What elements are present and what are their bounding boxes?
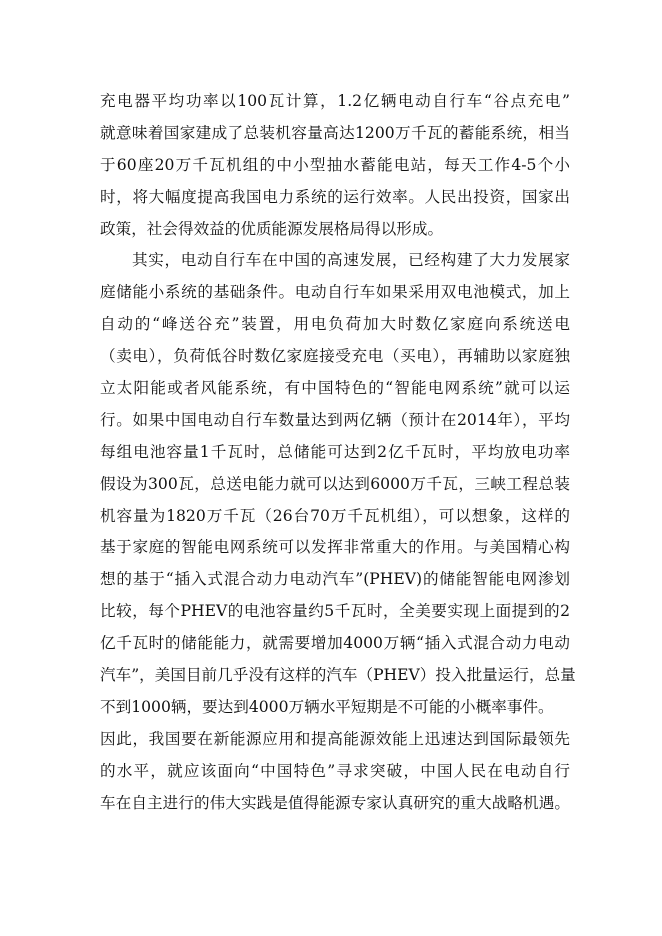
text-line: 每组电池容量1千瓦时，总储能可达到2亿千瓦时，平均放电功率 [100,442,570,461]
paragraph-first-line: 其实，电动自行车在中国的高速发展，已经构建了大力发展家 [132,251,570,270]
text-line: 于60座20万千瓦机组的中小型抽水蓄能电站，每天工作4-5个小 [100,155,570,174]
text-line: 充电器平均功率以100瓦计算，1.2亿辆电动自行车“谷点充电” [100,92,570,110]
text-line: 自动的“峰送谷充”装置，用电负荷加大时数亿家庭向系统送电 [100,315,570,334]
text-line: 假设为300瓦，总送电能力就可以达到6000万千瓦，三峡工程总装 [100,474,570,493]
text-line: （卖电），负荷低谷时数亿家庭接受充电（买电），再辅助以家庭独 [100,347,570,366]
text-line: 政策，社会得效益的优质能源发展格局得以形成。 [100,219,444,238]
text-line: 车在自主进行的伟大实践是值得能源专家认真研究的重大战略机遇。 [100,793,570,812]
text-line: 就意味着国家建成了总装机容量高达1200万千瓦的蓄能系统，相当 [100,123,570,142]
text-line: 庭储能小系统的基础条件。电动自行车如果采用双电池模式，加上 [100,283,570,302]
text-line: 时，将大幅度提高我国电力系统的运行效率。人民出投资，国家出 [100,187,570,206]
text-line: 汽车”，美国目前几乎没有这样的汽车（PHEV）投入批量运行，总量 [100,666,576,685]
text-line: 基于家庭的智能电网系统可以发挥非常重大的作用。与美国精心构 [100,538,570,557]
text-line: 的水平，就应该面向“中国特色”寻求突破，中国人民在电动自行 [100,761,570,780]
text-line: 行。如果中国电动自行车数量达到两亿辆（预计在2014年），平均 [100,410,570,429]
text-line: 比较，每个PHEV的电池容量约5千瓦时，全美要实现上面提到的2 [100,602,570,621]
text-line: 立太阳能或者风能系统，有中国特色的“智能电网系统”就可以运 [100,379,570,398]
text-line: 因此，我国要在新能源应用和提高能源效能上迅速达到国际最领先 [100,729,570,748]
text-line: 不到1000辆，要达到4000万辆水平短期是不可能的小概率事件。 [100,697,554,716]
text-line: 机容量为1820万千瓦（26台70万千瓦机组），可以想象，这样的 [100,506,570,525]
text-line: 亿千瓦时的储能能力，就需要增加4000万辆“插入式混合动力电动 [100,634,570,653]
text-line: 想的基于“插入式混合动力电动汽车”(PHEV)的储能智能电网渗划 [100,570,570,589]
body-text [100,86,576,819]
